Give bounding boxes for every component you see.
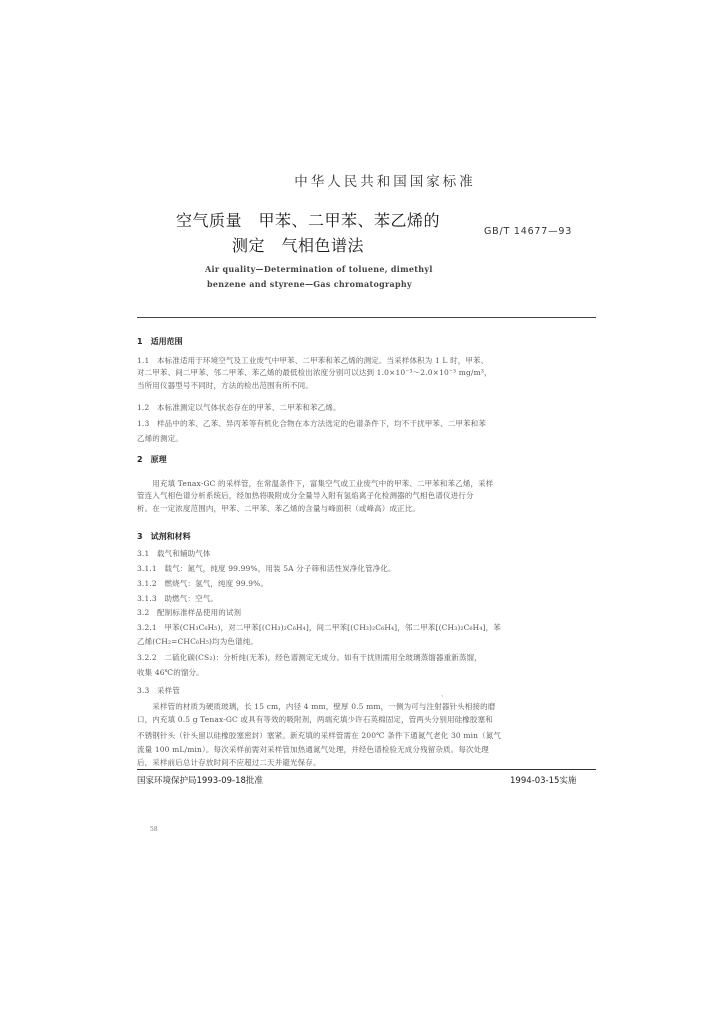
chinese-title-line-2: 测定 气相色谱法 [232,236,365,255]
body-text-line: 流量 100 mL/min）。每次采样前需对采样管加热通氮气处理，并经色谱检验无成分残留杂质。每次处理 [137,745,489,754]
section-heading: 3 试剂和材料 [137,532,191,541]
body-text-line: 后，采样前后总计存放时间不应超过二天并避光保存。 [137,758,321,767]
body-text-line: 采样管的材质为硬质玻璃，长 15 cm，内径 4 mm，壁厚 0.5 mm，一侧为可与注射器针头相接的磨 [137,702,496,711]
approval-date: 国家环境保护局1993-09-18批准 [137,776,263,786]
page-number: 58 [150,826,158,833]
body-text-line: 当所用仪器型号不同时，方法的检出范围有所不同。 [137,381,313,390]
section-heading: 1 适用范围 [137,337,183,346]
body-text-line: 3.3 采样管 [137,686,180,695]
english-title-line-1: Air quality—Determination of toluene, dimethyl [205,264,433,274]
body-text-line: 1.2 本标准测定以气体状态存在的甲苯、二甲苯和苯乙烯。 [137,403,341,412]
body-text-line: 管连入气相色谱分析系统后，经加热将吸附成分全量导入附有氢焰离子化检测器的气相色谱仪进行分 [137,491,474,500]
header-divider [137,317,596,318]
body-text-line: 3.1.2 燃烧气：氢气，纯度 99.9%。 [137,579,269,588]
body-text-line: 3.2.1 甲苯(CH₃C₆H₅)，对二甲苯[(CH₃)₂C₆H₄]，间二甲苯[(CH₃)₂C₆H₄]，邻二甲苯[(CH₃)₂C₆H₄]，苯 [137,623,501,632]
body-text-line: 口，内充填 0.5 g Tenax-GC 或具有等效的吸附剂，两端充填少许石英棉固定，管两头分别用硅橡胶塞和 [137,715,493,724]
english-title-line-2: benzene and styrene—Gas chromatography [207,279,412,289]
body-text-line: 用充填 Tenax-GC 的采样管，在常温条件下，富集空气或工业废气中的甲苯、二甲苯和苯乙烯，采样 [137,479,494,488]
national-standard-heading: 中华人民共和国国家标准 [294,174,476,190]
body-text-line: 收集 46℃的馏分。 [137,668,204,677]
body-text-line: 1.1 本标准适用于环境空气及工业废气中甲苯、二甲苯和苯乙烯的测定。当采样体积为 1 L 时，甲苯、 [137,356,489,365]
body-text-line: 乙烯(CH₂=CHC₆H₅)均为色谱纯。 [137,637,258,646]
body-text-line: 1.3 样品中的苯、乙苯、异丙苯等有机化合物在本方法选定的色谱条件下，均不干扰甲苯、二甲苯和苯 [137,419,486,428]
body-text-line: 对二甲苯、间二甲苯、邻二甲苯、苯乙烯的最低检出浓度分别可以达到 1.0×10⁻³～2.0×10⁻³ mg/m³， [137,368,492,377]
section-heading: 2 原理 [137,455,167,464]
standard-code: GB/T 14677—93 [484,226,573,237]
body-text-line: 析。在一定浓度范围内，甲苯、二甲苯、苯乙烯的含量与峰面积（或峰高）成正比。 [137,504,421,513]
chinese-title-line-1: 空气质量 甲苯、二甲苯、苯乙烯的 [176,211,441,230]
implementation-date: 1994-03-15实施 [510,776,577,786]
body-text-line: 3.1.1 载气：氮气，纯度 99.99%，用装 5A 分子筛和活性炭净化管净化。 [137,564,396,573]
footer-divider [137,769,596,770]
body-text-line: 不锈钢针头（针头留以硅橡胶塞密封）塞紧。新充填的采样管需在 200℃ 条件下通氮气老化 30 min（氮气 [137,731,502,740]
stray-mark: 、 [441,690,448,698]
body-text-line: 3.1 载气和辅助气体 [137,549,211,558]
body-text-line: 3.1.3 助燃气：空气。 [137,594,219,603]
body-text-line: 3.2.2 二硫化碳(CS₂)：分析纯(无苯)，经色谱测定无成分。如有干扰则需用全玻璃蒸馏器重新蒸馏， [137,653,482,662]
body-text-line: 乙烯的测定。 [137,434,183,443]
body-text-line: 3.2 配制标准样品使用的试剂 [137,608,242,617]
